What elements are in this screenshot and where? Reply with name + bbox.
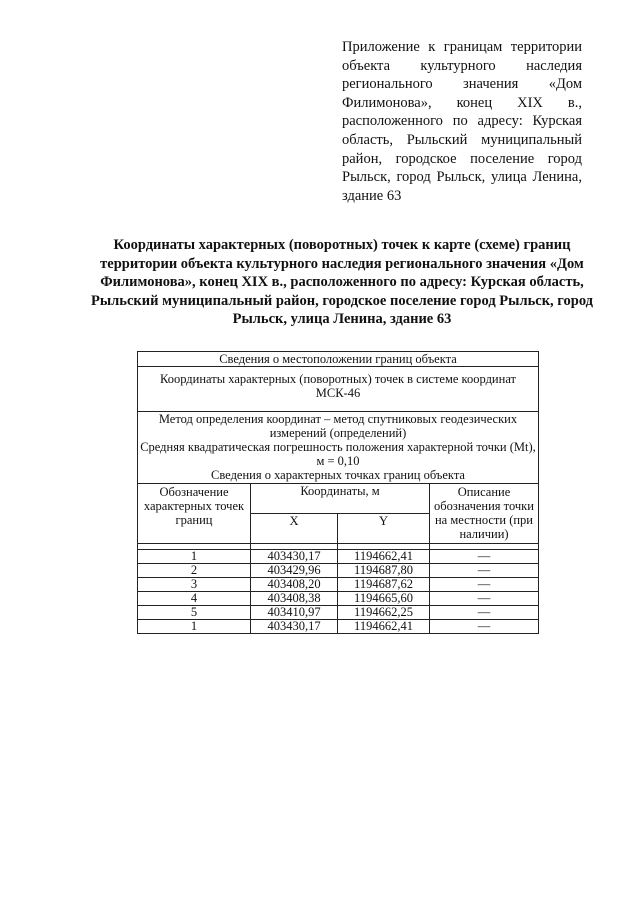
description-cell: — <box>430 549 539 563</box>
col-description-header: Описание обозначения точки на местности (при наличии) <box>430 483 539 543</box>
table-row <box>138 591 539 605</box>
y-cell: 1194662,25 <box>338 605 430 619</box>
point-cell: 3 <box>138 577 251 591</box>
table-row <box>138 549 539 563</box>
y-cell: 1194687,62 <box>338 577 430 591</box>
point-cell: 2 <box>138 563 251 577</box>
point-cell: 4 <box>138 591 251 605</box>
point-cell: 1 <box>138 549 251 563</box>
x-cell: 403430,17 <box>251 619 338 633</box>
points-info-text: Сведения о характерных точках границ объекта <box>211 468 465 483</box>
point-cell: 1 <box>138 619 251 633</box>
x-cell: 403429,96 <box>251 563 338 577</box>
description-cell: — <box>430 605 539 619</box>
y-cell: 1194662,41 <box>338 619 430 633</box>
x-cell: 403410,97 <box>251 605 338 619</box>
table-row <box>138 605 539 619</box>
description-cell: — <box>430 619 539 633</box>
method-block <box>138 411 539 483</box>
method-text: Метод определения координат – метод спутниковых геодезических измерений (определений) <box>158 411 518 440</box>
description-cell: — <box>430 577 539 591</box>
table-row <box>138 619 539 633</box>
table-row <box>138 563 539 577</box>
x-cell: 403408,20 <box>251 577 338 591</box>
x-cell: 403430,17 <box>251 549 338 563</box>
appendix-note: Приложение к границам территории объекта культурного наследия регионального значения «Дом Филимонова», конец XIX в., расположенного по адресу: Курская область, Рыльский муниципальный район, городское поселение город Рыльск, город Рыльск, улица Ленина, здание 63 <box>342 39 582 204</box>
col-designation-header: Обозначение характерных точек границ <box>138 483 251 543</box>
accuracy-text: Средняя квадратическая погрешность положения характерной точки (Mt), м = 0,10 <box>140 440 536 469</box>
col-y-header: Y <box>338 513 430 543</box>
coordinate-system: Координаты характерных (поворотных) точек в системе координат МСК-46 <box>138 367 539 411</box>
y-cell: 1194665,60 <box>338 591 430 605</box>
y-cell: 1194662,41 <box>338 549 430 563</box>
section-header: Сведения о местоположении границ объекта <box>138 352 539 367</box>
point-cell: 5 <box>138 605 251 619</box>
document-title: Координаты характерных (поворотных) точек к карте (схеме) границ территории объекта культурного наследия регионального значения «Дом Филимонова», конец XIX в., расположенного по адресу: Курская область, Рыльский муниципальный район, городское поселение город Рыльск, город Рыльск, улица Ленина, здание 63 <box>90 237 594 328</box>
col-coords-header: Координаты, м <box>251 483 430 513</box>
col-x-header: X <box>251 513 338 543</box>
description-cell: — <box>430 563 539 577</box>
description-cell: — <box>430 591 539 605</box>
table-row <box>138 577 539 591</box>
y-cell: 1194687,80 <box>338 563 430 577</box>
x-cell: 403408,38 <box>251 591 338 605</box>
coordinates-table <box>137 351 539 634</box>
